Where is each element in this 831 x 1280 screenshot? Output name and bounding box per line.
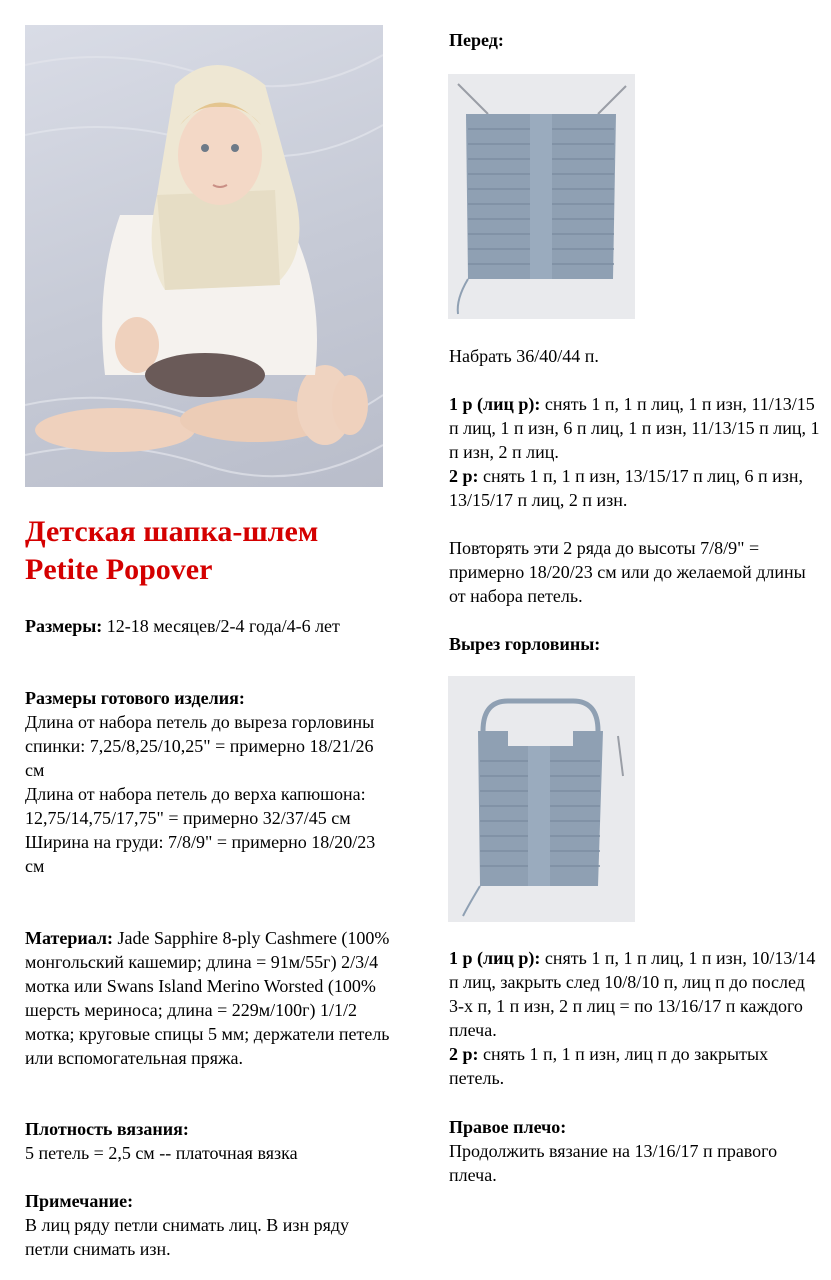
front-heading: Перед:: [449, 30, 504, 50]
sizes-section: [25, 614, 390, 638]
child-photo: [25, 25, 383, 487]
child-illustration: [25, 25, 383, 487]
front-row1-text: снять 1 п, 1 п лиц, 1 п изн, 11/13/15 п лиц, 1 п изн, 6 п лиц, 1 п изн, 11/13/15 п лиц, 1 п изн, 2 п лиц.: [449, 394, 820, 462]
sizes-label: Размеры:: [25, 616, 103, 636]
knit-neck-illustration: [448, 676, 635, 922]
title-line-2: Petite Popover: [25, 553, 213, 586]
neck-heading-block: [449, 632, 821, 656]
material-text: Jade Sapphire 8-ply Cashmere (100% монгольский кашемир; длина = 91м/55г) 2/3/4 мотка или Swans Island Merino Worsted (100% шерсть мериноса; длина = 229м/100г) 1/1/2 мотка; круговые спицы 5 мм; держатели петель или вспомогательная пряжа.: [25, 928, 390, 1068]
front-row2-label: 2 р:: [449, 466, 479, 486]
finished-chest-width: Ширина на груди: 7/8/9" = примерно 18/20/23 см: [25, 832, 376, 876]
front-repeat: Повторять эти 2 ряда до высоты 7/8/9" = примерно 18/20/23 см или до желаемой длины от набора петель.: [449, 538, 806, 606]
note-section: [25, 1189, 390, 1261]
finished-size-label: Размеры готового изделия:: [25, 688, 245, 708]
neck-row1-label: 1 р (лиц р):: [449, 948, 541, 968]
right-shoulder-heading: Правое плечо:: [449, 1117, 567, 1137]
right-shoulder-text: Продолжить вязание на 13/16/17 п правого плеча.: [449, 1141, 778, 1185]
right-shoulder-block: [449, 1115, 821, 1187]
finished-size-section: [25, 686, 390, 878]
neck-heading: Вырез горловины:: [449, 634, 601, 654]
material-section: [25, 926, 390, 1070]
neck-row1-text: снять 1 п, 1 п лиц, 1 п изн, 10/13/14 п лиц, закрыть след 10/8/10 п, лиц п до послед 3-х п, 1 п изн, 2 п лиц = по 13/16/17 п каждого плеча.: [449, 948, 816, 1040]
title-line-1: Детская шапка-шлем: [25, 515, 319, 548]
front-row1-label: 1 р (лиц р):: [449, 394, 541, 414]
page-title: [25, 513, 425, 589]
note-text: В лиц ряду петли снимать лиц. В изн ряду петли снимать изн.: [25, 1215, 350, 1259]
gauge-text: 5 петель = 2,5 см -- платочная вязка: [25, 1143, 298, 1163]
material-label: Материал:: [25, 928, 113, 948]
neck-rows-block: [449, 946, 821, 1090]
finished-length-hood: Длина от набора петель до верха капюшона: 12,75/14,75/17,75" = примерно 32/37/45 см: [25, 784, 366, 828]
knit-front-illustration: [448, 74, 635, 319]
neck-knit-photo: [448, 676, 635, 922]
neck-row2-text: снять 1 п, 1 п изн, лиц п до закрытых петель.: [449, 1044, 769, 1088]
front-rows-block: [449, 392, 821, 512]
neck-row2-label: 2 р:: [449, 1044, 479, 1064]
gauge-label: Плотность вязания:: [25, 1119, 189, 1139]
front-repeat-block: [449, 536, 821, 608]
front-cast-on-block: [449, 344, 821, 368]
front-cast-on: Набрать 36/40/44 п.: [449, 346, 599, 366]
front-knit-photo: [448, 74, 635, 319]
front-row2-text: снять 1 п, 1 п изн, 13/15/17 п лиц, 6 п изн, 13/15/17 п лиц, 2 п изн.: [449, 466, 804, 510]
note-label: Примечание:: [25, 1191, 134, 1211]
front-heading-block: [449, 28, 821, 52]
sizes-text: 12-18 месяцев/2-4 года/4-6 лет: [102, 616, 340, 636]
finished-length-back: Длина от набора петель до выреза горловины спинки: 7,25/8,25/10,25" = примерно 18/21/26 см: [25, 712, 375, 780]
gauge-section: [25, 1117, 390, 1165]
